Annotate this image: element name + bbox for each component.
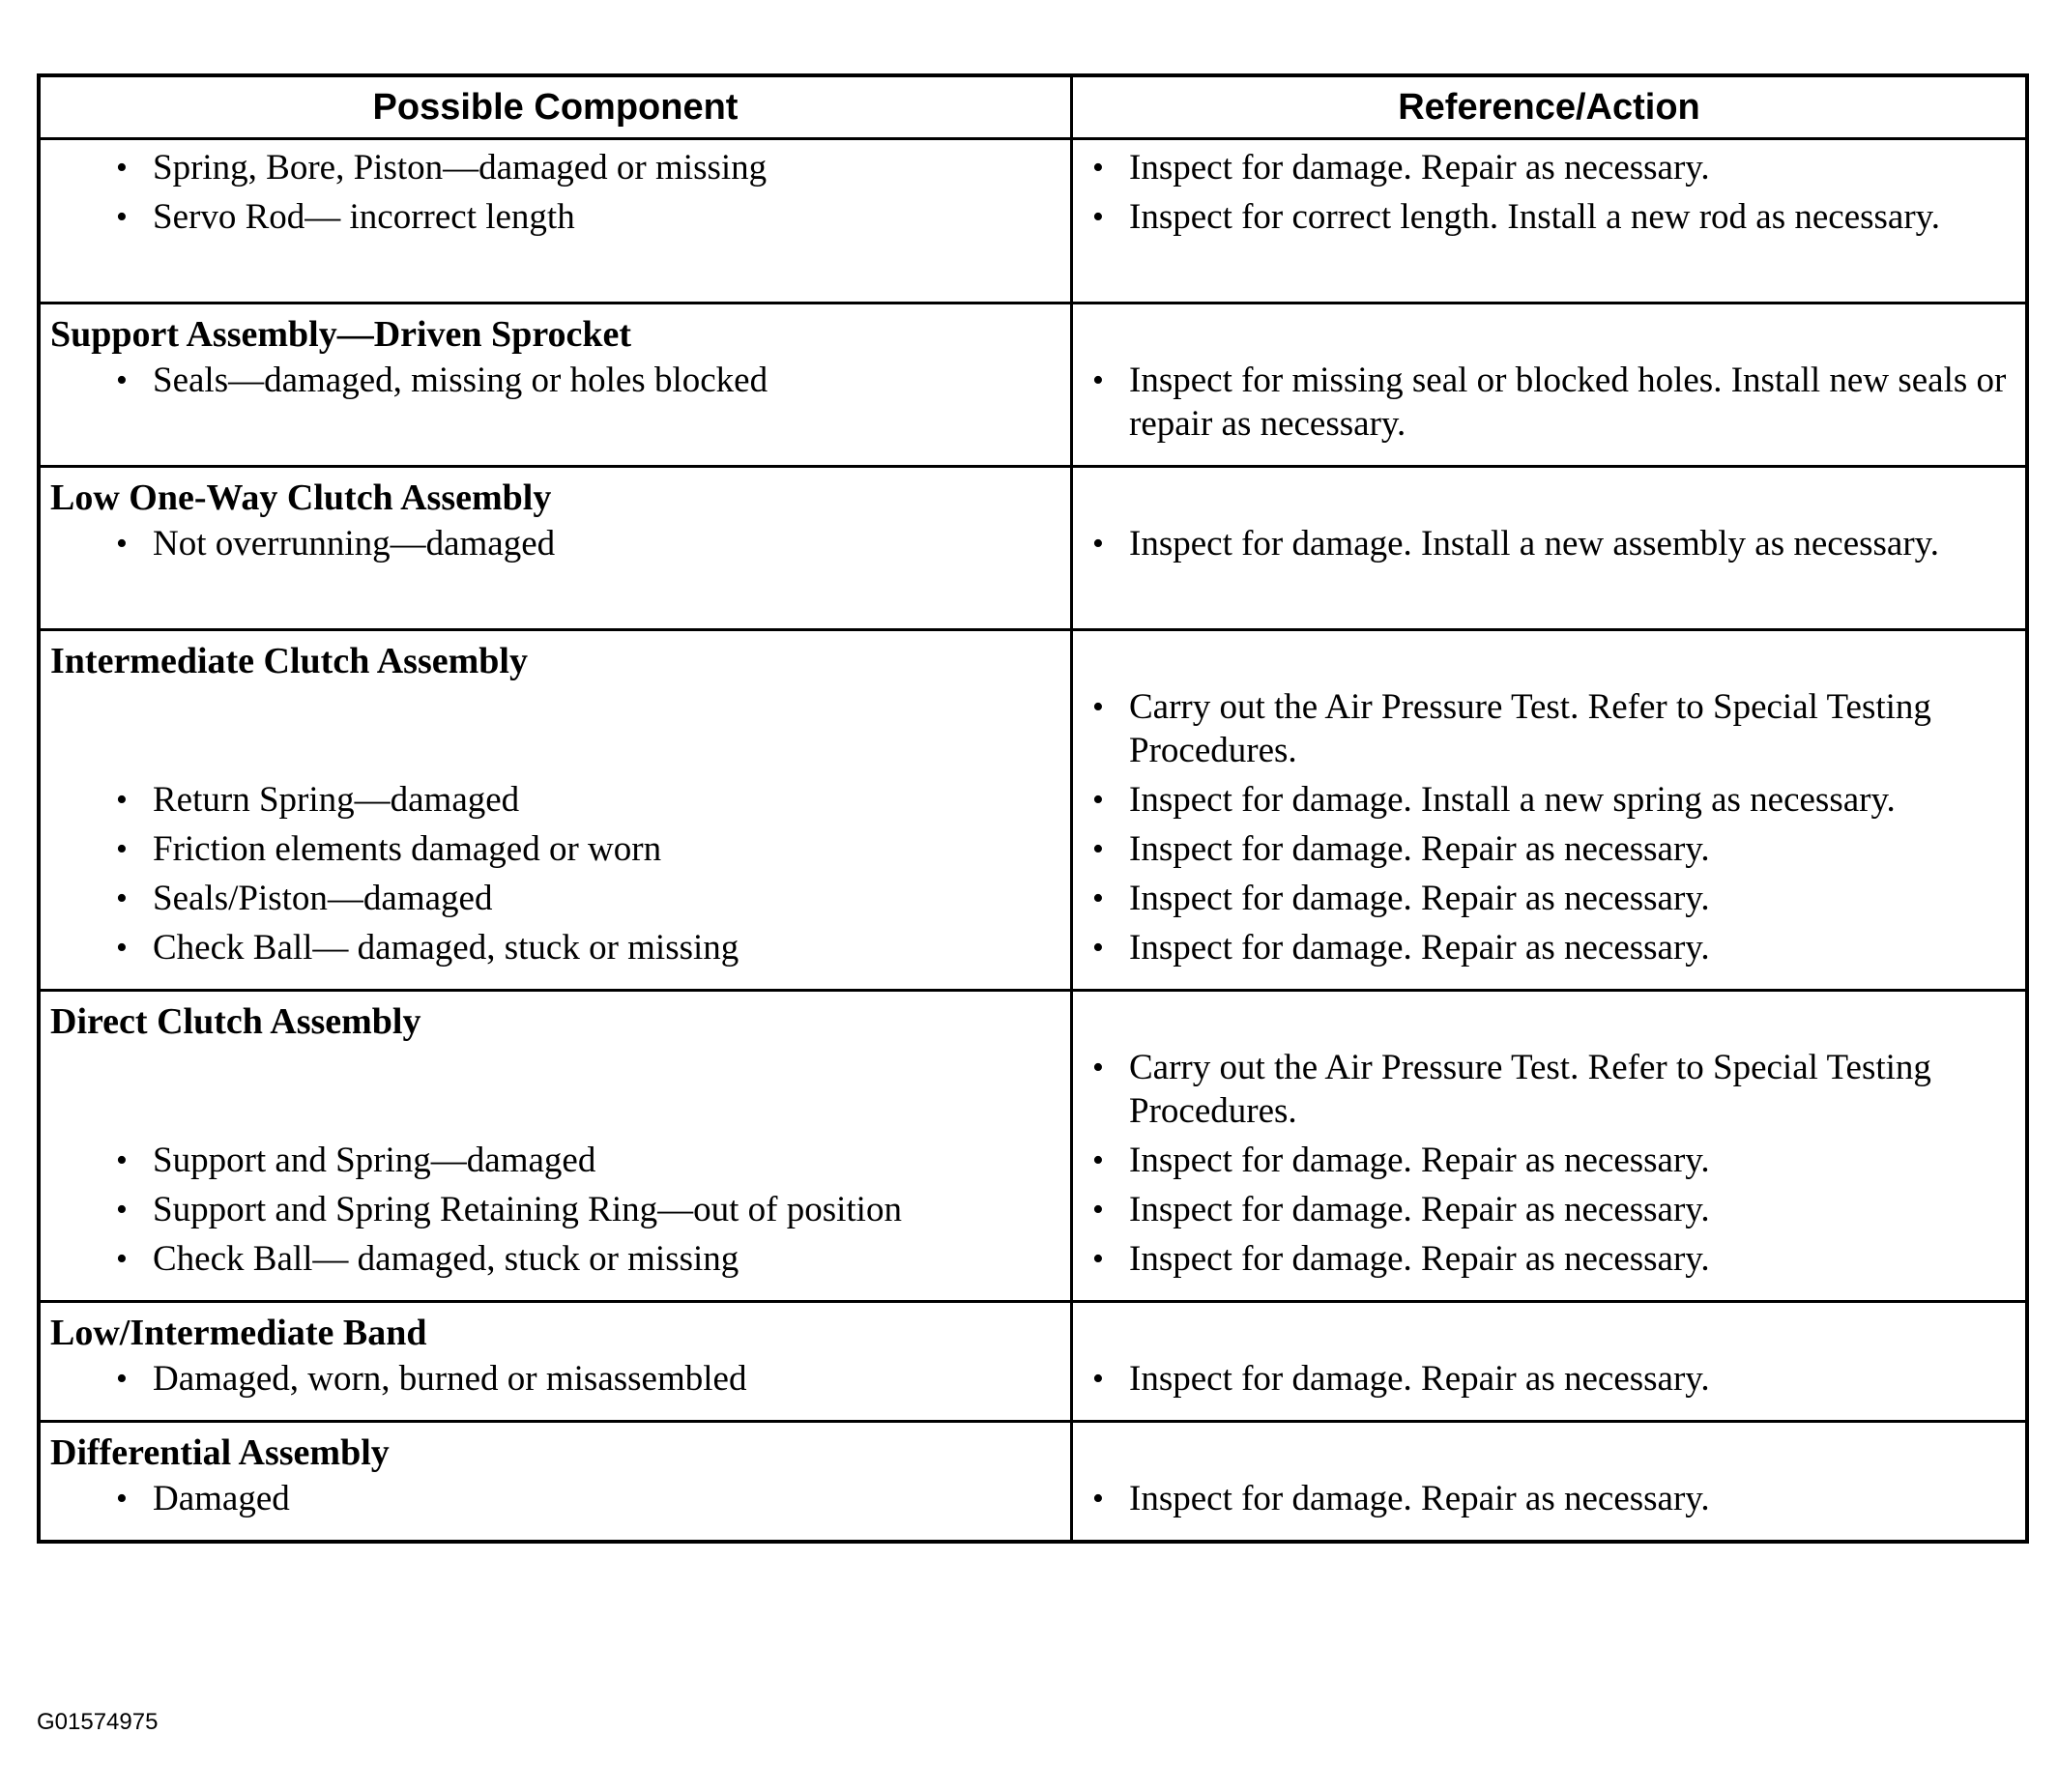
component-cell — [41, 631, 1073, 989]
action-cell — [1073, 992, 2025, 1300]
header-reference-action: Reference/Action — [1398, 86, 1700, 128]
action-cell — [1073, 1423, 2025, 1540]
action-item — [1073, 926, 2025, 969]
component-text: Spring, Bore, Piston—damaged or missing — [153, 148, 768, 188]
action-text: Carry out the Air Pressure Test. Refer to Special Testing Procedures. — [1129, 687, 1931, 770]
action-text: Inspect for damage. Install a new spring as necessary. — [1129, 780, 1896, 820]
action-text: Inspect for damage. Repair as necessary. — [1129, 148, 1710, 188]
action-text: Carry out the Air Pressure Test. Refer to Special Testing Procedures. — [1129, 1048, 1931, 1131]
section-title: Differential Assembly — [50, 1432, 390, 1473]
table-section — [41, 1303, 2025, 1423]
bullet-icon: • — [1092, 782, 1104, 818]
action-text: Inspect for damage. Repair as necessary. — [1129, 1239, 1710, 1279]
component-item — [41, 195, 1070, 282]
bullet-icon: • — [1092, 1241, 1104, 1277]
component-item — [41, 877, 1070, 920]
bullet-icon: • — [116, 1241, 128, 1277]
component-item — [41, 778, 1070, 822]
action-text: Inspect for missing seal or blocked holes. Install new seals or repair as necessary. — [1129, 361, 2007, 444]
component-text: Support and Spring Retaining Ring—out of position — [153, 1190, 902, 1229]
bullet-icon: • — [116, 1361, 128, 1397]
bullet-icon: • — [116, 1142, 128, 1178]
action-text: Inspect for damage. Repair as necessary. — [1129, 1359, 1710, 1399]
component-item — [41, 1139, 1070, 1182]
component-text: Check Ball— damaged, stuck or missing — [153, 928, 739, 968]
component-cell — [41, 304, 1073, 465]
bullet-icon: • — [116, 881, 128, 916]
title-spacer — [1073, 310, 2025, 359]
section-title: Low One-Way Clutch Assembly — [50, 477, 552, 518]
action-text: Inspect for damage. Repair as necessary. — [1129, 829, 1710, 869]
bullet-icon: • — [116, 1481, 128, 1517]
bullet-icon: • — [116, 930, 128, 966]
action-cell — [1073, 304, 2025, 465]
bullet-icon: • — [116, 782, 128, 818]
action-text: Inspect for damage. Install a new assembly as necessary. — [1129, 524, 1940, 564]
title-spacer — [1073, 1429, 2025, 1477]
section-title: Support Assembly—Driven Sprocket — [50, 314, 632, 355]
component-text: Seals—damaged, missing or holes blocked — [153, 361, 768, 400]
bullet-icon: • — [116, 362, 128, 398]
component-cell — [41, 140, 1073, 302]
action-text: Inspect for damage. Repair as necessary. — [1129, 879, 1710, 918]
action-item — [1073, 195, 2025, 282]
component-item — [41, 1237, 1070, 1281]
table-header — [41, 77, 2025, 140]
component-item — [41, 1046, 1070, 1133]
bullet-icon: • — [1092, 150, 1104, 186]
component-cell — [41, 1423, 1073, 1540]
bullet-icon: • — [1092, 831, 1104, 867]
section-title: Intermediate Clutch Assembly — [50, 641, 528, 681]
title-spacer — [1073, 1309, 2025, 1357]
action-item — [1073, 146, 2025, 189]
action-item — [1073, 877, 2025, 920]
component-text: Damaged, worn, burned or misassembled — [153, 1359, 747, 1399]
component-item — [41, 685, 1070, 772]
component-cell — [41, 468, 1073, 628]
title-spacer — [1073, 474, 2025, 522]
component-item — [41, 827, 1070, 871]
action-item — [1073, 778, 2025, 822]
action-item — [1073, 1357, 2025, 1401]
action-item — [1073, 1477, 2025, 1520]
action-item — [1073, 1188, 2025, 1231]
component-item — [41, 359, 1070, 446]
figure-code: G01574975 — [37, 1709, 159, 1735]
bullet-icon: • — [116, 150, 128, 186]
table-section — [41, 304, 2025, 468]
component-text: Support and Spring—damaged — [153, 1141, 596, 1180]
table-section — [41, 631, 2025, 992]
section-title: Direct Clutch Assembly — [50, 1001, 421, 1042]
bullet-icon: • — [1092, 689, 1104, 725]
component-item — [41, 1357, 1070, 1401]
component-item — [41, 522, 1070, 609]
action-item — [1073, 1237, 2025, 1281]
action-text: Inspect for damage. Repair as necessary. — [1129, 928, 1710, 968]
component-text: Friction elements damaged or worn — [153, 829, 662, 869]
component-text: Return Spring—damaged — [153, 780, 520, 820]
bullet-icon: • — [1092, 362, 1104, 398]
action-item — [1073, 359, 2025, 446]
bullet-icon: • — [1092, 1142, 1104, 1178]
bullet-icon: • — [1092, 1050, 1104, 1085]
bullet-icon: • — [1092, 1192, 1104, 1228]
action-item — [1073, 1046, 2025, 1133]
component-text: Seals/Piston—damaged — [153, 879, 493, 918]
action-text: Inspect for damage. Repair as necessary. — [1129, 1190, 1710, 1229]
bullet-icon: • — [1092, 930, 1104, 966]
action-cell — [1073, 468, 2025, 628]
table-section — [41, 992, 2025, 1303]
bullet-icon: • — [1092, 199, 1104, 235]
action-cell — [1073, 631, 2025, 989]
component-item — [41, 1477, 1070, 1520]
component-text: Check Ball— damaged, stuck or missing — [153, 1239, 739, 1279]
component-item — [41, 146, 1070, 189]
action-text: Inspect for correct length. Install a new rod as necessary. — [1129, 197, 1941, 237]
component-text: Damaged — [153, 1479, 290, 1518]
table-section — [41, 1423, 2025, 1540]
table-section — [41, 140, 2025, 304]
section-title: Low/Intermediate Band — [50, 1313, 427, 1353]
action-item — [1073, 522, 2025, 609]
bullet-icon: • — [1092, 881, 1104, 916]
component-text: Servo Rod— incorrect length — [153, 197, 575, 237]
diagnostic-table — [37, 73, 2029, 1544]
component-item — [41, 926, 1070, 969]
action-item — [1073, 827, 2025, 871]
bullet-icon: • — [116, 1192, 128, 1228]
bullet-icon: • — [116, 526, 128, 562]
bullet-icon: • — [116, 199, 128, 235]
action-text: Inspect for damage. Repair as necessary. — [1129, 1141, 1710, 1180]
component-text: Not overrunning—damaged — [153, 524, 556, 564]
action-cell — [1073, 1303, 2025, 1420]
component-cell — [41, 1303, 1073, 1420]
title-spacer — [1073, 637, 2025, 685]
header-possible-component: Possible Component — [41, 77, 1073, 137]
action-cell — [1073, 140, 2025, 302]
title-spacer — [1073, 997, 2025, 1046]
bullet-icon: • — [1092, 526, 1104, 562]
table-section — [41, 468, 2025, 631]
bullet-icon: • — [116, 831, 128, 867]
action-item — [1073, 685, 2025, 772]
component-item — [41, 1188, 1070, 1231]
action-item — [1073, 1139, 2025, 1182]
bullet-icon: • — [1092, 1361, 1104, 1397]
table-body — [41, 140, 2025, 1540]
action-text: Inspect for damage. Repair as necessary. — [1129, 1479, 1710, 1518]
bullet-icon: • — [1092, 1481, 1104, 1517]
component-cell — [41, 992, 1073, 1300]
